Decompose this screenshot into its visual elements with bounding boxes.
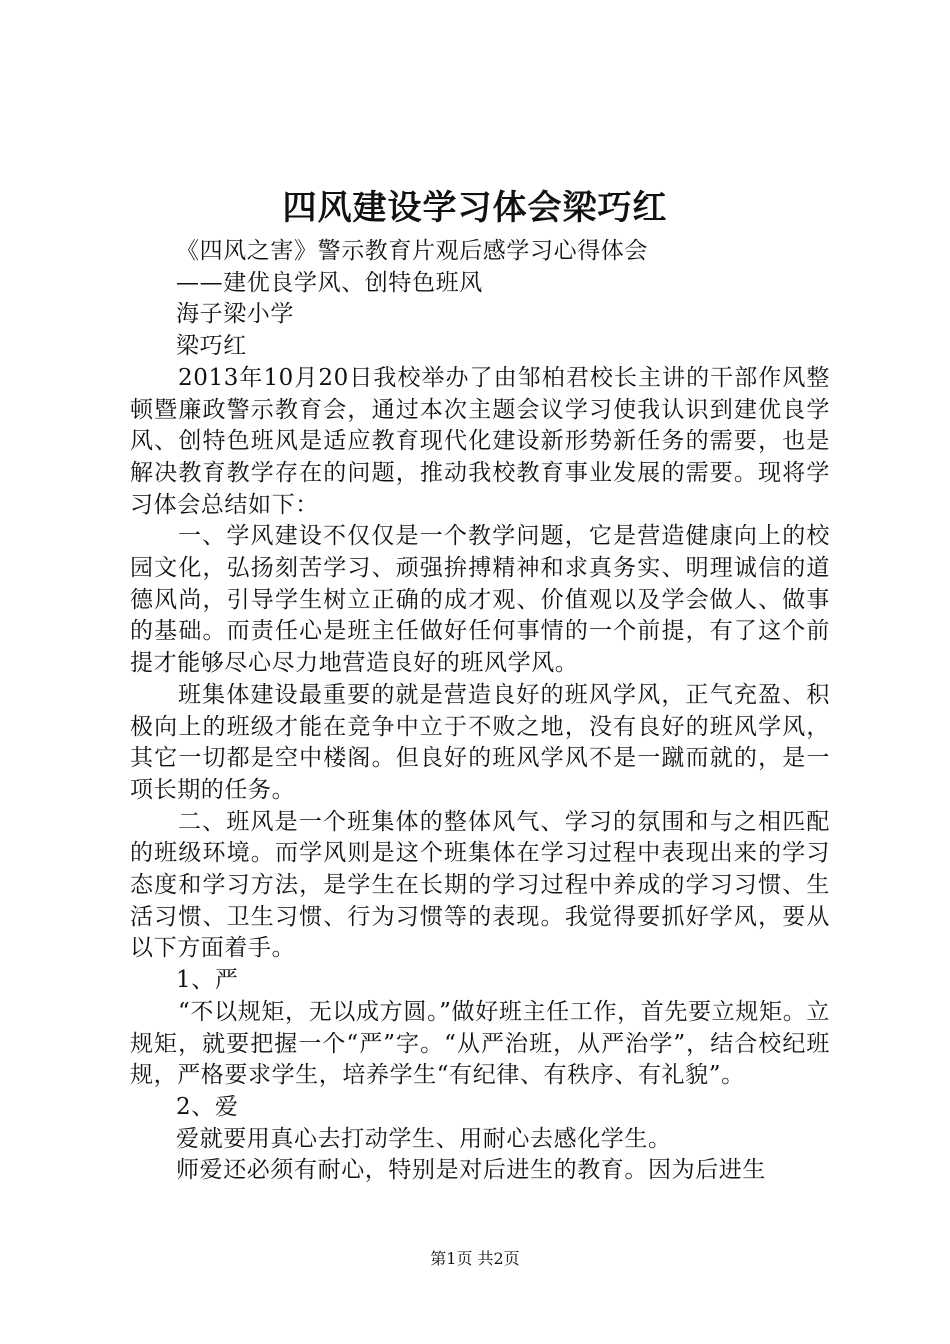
paragraph-love: 爱就要用真心去打动学生、用耐心去感化学生。: [176, 1125, 672, 1152]
paragraph-class-building: 班集体建设最重要的就是营造良好的班风学风，正气充盈、积极向上的班级才能在竞争中立于不败之地，没有良好的班风学风，其它一切都是空中楼阁。但良好的班风学风不是一蹴而就的，是一项长期的任务。: [130, 681, 830, 803]
paragraph-patience: 师爱还必须有耐心，特别是对后进生的教育。因为后进生: [176, 1157, 766, 1184]
paragraph-strict: “不以规矩，无以成方圆。”做好班主任工作，首先要立规矩。立规矩，就要把握一个“严”字。“从严治班，从严治学”，结合校纪班规，严格要求学生，培养学生“有纪律、有秩序、有礼貌”。: [130, 998, 830, 1089]
document-body: [130, 236, 830, 1187]
heading-love: 2、爱: [176, 1093, 239, 1120]
subtitle-dash-line: ——建优良学风、创特色班风: [176, 269, 483, 296]
page-footer: 第1页 共2页: [430, 1249, 520, 1268]
paragraph-section-two: 二、班风是一个班集体的整体风气、学习的氛围和与之相匹配的班级环境。而学风则是这个班集体在学习过程中表现出来的学习态度和学习方法，是学生在长期的学习过程中养成的学习习惯、生活习惯、卫生习惯、行为习惯等的表现。我觉得要抓好学风，要从以下方面着手。: [130, 808, 830, 962]
paragraph-section-one: 一、学风建设不仅仅是一个教学问题，它是营造健康向上的校园文化，弘扬刻苦学习、顽强拚搏精神和求真务实、明理诚信的道德风尚，引导学生树立正确的成才观、价值观以及学会做人、做事的基础。而责任心是班主任做好任何事情的一个前提，有了这个前提才能够尽心尽力地营造良好的班风学风。: [130, 523, 830, 677]
document-title: 四风建设学习体会梁巧红: [282, 188, 668, 228]
author-name: 梁巧红: [176, 333, 247, 360]
paragraph-intro: 2013年10月20日我校举办了由邹柏君校长主讲的干部作风整顿暨廉政警示教育会，通过本次主题会议学习使我认识到建优良学风、创特色班风是适应教育现代化建设新形势新任务的需要，也是解决教育教学存在的问题，推动我校教育事业发展的需要。现将学习体会总结如下：: [130, 364, 830, 518]
heading-strict: 1、严: [176, 967, 239, 994]
subtitle-line: 《四风之害》警示教育片观后感学习心得体会: [176, 238, 648, 264]
school-name: 海子梁小学: [176, 301, 294, 328]
